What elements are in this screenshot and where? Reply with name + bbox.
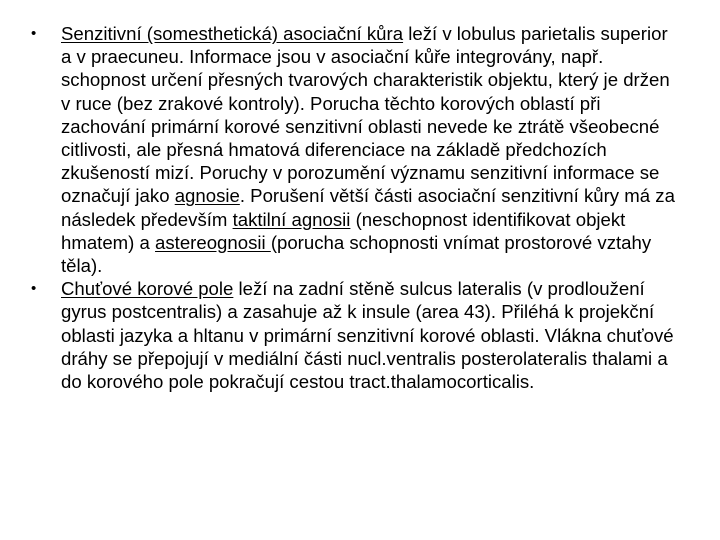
- bullet-marker: •: [31, 25, 37, 42]
- bullet-somesthetic-cortex: [28, 22, 698, 277]
- term-agnosie: agnosie: [174, 185, 240, 207]
- text-segment: leží v lobulus parietalis superior a v praecuneu. Informace jsou v asociační kůře integrovány, např. schopnost určení přesných tvarových charakteristik objektu, který je držen v ruce (bez zrakové kontroly). Porucha těchto korových oblastí při zachování primární korové senzitivní oblasti nevede ke ztrátě všeobecné citlivosti, ale přesná hmatová diferenciace na základě předchozích zkušeností mizí. Poruchy v porozumění významu senzitivní informace se označují jako: [61, 23, 670, 207]
- text-segment: (porucha schopnosti vnímat prostorové vztahy těla).: [61, 231, 652, 277]
- text-segment: leží na zadní stěně sulcus lateralis (v prodloužení gyrus postcentralis) a zasahuje až k insule (area 43). Přiléhá k projekční oblasti jazyka a hltanu v primární senzitivní korové oblasti. Vlákna chuťové dráhy se přepojují v mediální části nucl.ventralis posterolateralis thalami a do korového pole pokračují cestou tract.thalamocorticalis.: [61, 278, 674, 393]
- bullet-taste-cortex: [28, 277, 698, 393]
- bullet-marker: •: [31, 280, 37, 298]
- bullet-text: [61, 277, 676, 393]
- bullet-list: [28, 22, 698, 393]
- text-segment: . Porušení větší části asociační senzitivní kůry má za následek především: [61, 185, 675, 230]
- term-astereognosie: astereognosii: [155, 231, 271, 253]
- text-segment: (neschopnost identifikovat objekt hmatem) a: [61, 208, 626, 253]
- term-chutove-korove-pole: Chuťové korové pole: [61, 278, 234, 300]
- term-somesthetic-association-cortex: Senzitivní (somesthetická) asociační kůra: [61, 23, 404, 44]
- bullet-text: [61, 22, 676, 277]
- term-taktilni-agnosie: taktilní agnosii: [232, 208, 351, 230]
